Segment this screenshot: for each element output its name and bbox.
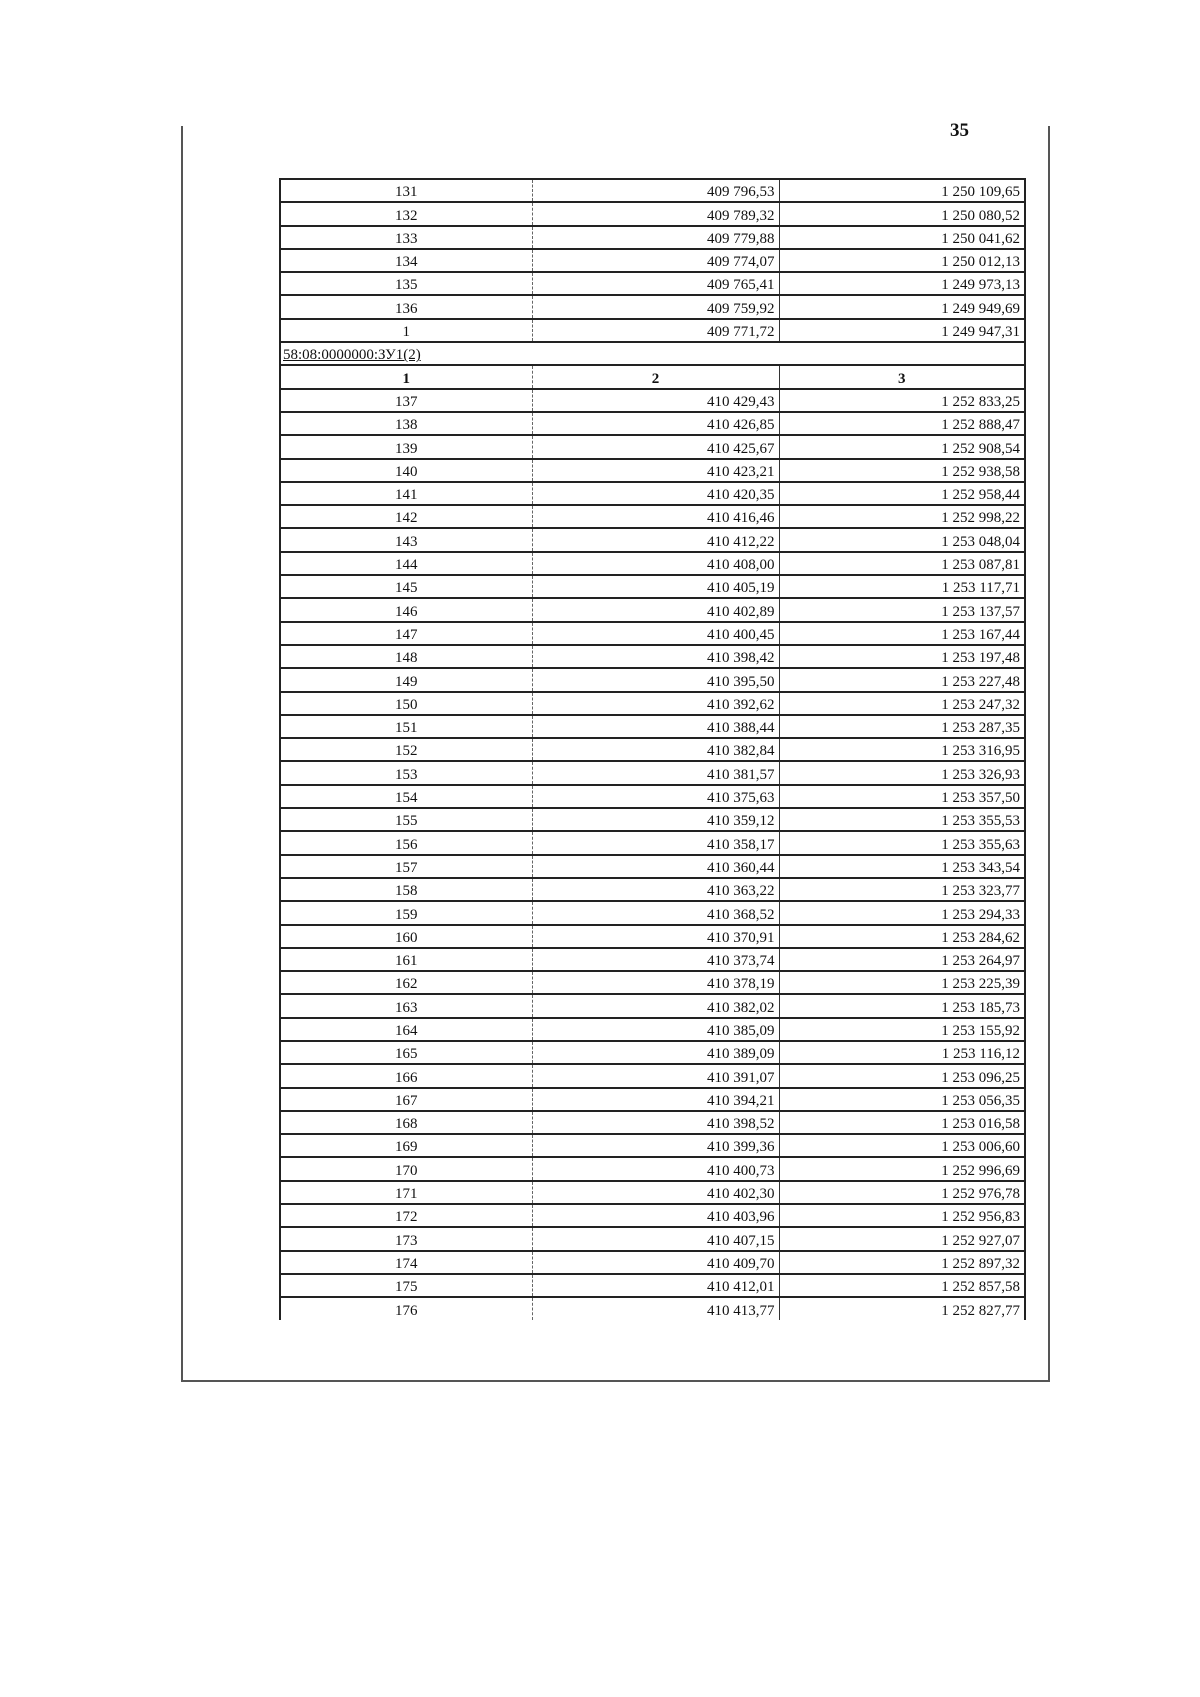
table-row xyxy=(280,179,1025,202)
y-coordinate-cell: 1 253 006,60 xyxy=(779,1134,1025,1157)
table-row xyxy=(280,389,1025,412)
table-row xyxy=(280,1181,1025,1204)
point-number-cell: 165 xyxy=(280,1041,532,1064)
point-number-cell: 145 xyxy=(280,575,532,598)
point-number-cell: 142 xyxy=(280,505,532,528)
point-number-cell: 176 xyxy=(280,1297,532,1319)
x-coordinate-cell: 410 403,96 xyxy=(532,1204,779,1227)
x-coordinate-cell: 409 765,41 xyxy=(532,272,779,295)
y-coordinate-cell: 1 252 976,78 xyxy=(779,1181,1025,1204)
point-number-cell: 153 xyxy=(280,761,532,784)
point-number-cell: 141 xyxy=(280,482,532,505)
y-coordinate-cell: 1 253 357,50 xyxy=(779,785,1025,808)
y-coordinate-cell: 1 253 116,12 xyxy=(779,1041,1025,1064)
point-number-cell: 138 xyxy=(280,412,532,435)
point-number-cell: 173 xyxy=(280,1227,532,1250)
y-coordinate-cell: 1 253 294,33 xyxy=(779,901,1025,924)
x-coordinate-cell: 409 759,92 xyxy=(532,295,779,318)
coordinates-table xyxy=(279,178,1026,1320)
x-coordinate-cell: 410 391,07 xyxy=(532,1064,779,1087)
point-number-cell: 139 xyxy=(280,435,532,458)
point-number-cell: 175 xyxy=(280,1274,532,1297)
table-row xyxy=(280,668,1025,691)
x-coordinate-cell: 410 426,85 xyxy=(532,412,779,435)
point-number-cell: 164 xyxy=(280,1018,532,1041)
table-row xyxy=(280,925,1025,948)
x-coordinate-cell: 410 407,15 xyxy=(532,1227,779,1250)
coordinates-table-body xyxy=(280,179,1025,1320)
x-coordinate-cell: 410 423,21 xyxy=(532,459,779,482)
y-coordinate-cell: 1 253 185,73 xyxy=(779,994,1025,1017)
table-row xyxy=(280,645,1025,668)
x-coordinate-cell: 410 389,09 xyxy=(532,1041,779,1064)
point-number-cell: 166 xyxy=(280,1064,532,1087)
y-coordinate-cell: 1 252 897,32 xyxy=(779,1251,1025,1274)
y-coordinate-cell: 1 252 827,77 xyxy=(779,1297,1025,1319)
x-coordinate-cell: 410 429,43 xyxy=(532,389,779,412)
table-row xyxy=(280,622,1025,645)
point-number-cell: 149 xyxy=(280,668,532,691)
point-number-cell: 154 xyxy=(280,785,532,808)
table-row xyxy=(280,1134,1025,1157)
x-coordinate-cell: 410 399,36 xyxy=(532,1134,779,1157)
y-coordinate-cell: 1 252 857,58 xyxy=(779,1274,1025,1297)
x-coordinate-cell: 409 796,53 xyxy=(532,179,779,202)
page-number: 35 xyxy=(950,120,969,141)
table-row xyxy=(280,1204,1025,1227)
x-coordinate-cell: 410 420,35 xyxy=(532,482,779,505)
point-number-cell: 155 xyxy=(280,808,532,831)
table-row xyxy=(280,901,1025,924)
point-number-cell: 159 xyxy=(280,901,532,924)
table-row xyxy=(280,1274,1025,1297)
table-row xyxy=(280,808,1025,831)
y-coordinate-cell: 1 250 109,65 xyxy=(779,179,1025,202)
x-coordinate-cell: 410 370,91 xyxy=(532,925,779,948)
x-coordinate-cell: 410 398,52 xyxy=(532,1111,779,1134)
y-coordinate-cell: 1 252 996,69 xyxy=(779,1157,1025,1180)
x-coordinate-cell: 410 368,52 xyxy=(532,901,779,924)
y-coordinate-cell: 1 253 284,62 xyxy=(779,925,1025,948)
point-number-cell: 148 xyxy=(280,645,532,668)
x-coordinate-cell: 410 409,70 xyxy=(532,1251,779,1274)
table-row xyxy=(280,272,1025,295)
column-header-y: 3 xyxy=(779,365,1025,388)
y-coordinate-cell: 1 250 041,62 xyxy=(779,226,1025,249)
y-coordinate-cell: 1 253 225,39 xyxy=(779,971,1025,994)
point-number-cell: 151 xyxy=(280,715,532,738)
point-number-cell: 160 xyxy=(280,925,532,948)
x-coordinate-cell: 410 402,30 xyxy=(532,1181,779,1204)
y-coordinate-cell: 1 253 323,77 xyxy=(779,878,1025,901)
table-row xyxy=(280,971,1025,994)
x-coordinate-cell: 410 378,19 xyxy=(532,971,779,994)
y-coordinate-cell: 1 253 137,57 xyxy=(779,598,1025,621)
x-coordinate-cell: 410 358,17 xyxy=(532,831,779,854)
y-coordinate-cell: 1 253 056,35 xyxy=(779,1088,1025,1111)
y-coordinate-cell: 1 249 949,69 xyxy=(779,295,1025,318)
point-number-cell: 167 xyxy=(280,1088,532,1111)
y-coordinate-cell: 1 253 087,81 xyxy=(779,552,1025,575)
table-row xyxy=(280,855,1025,878)
x-coordinate-cell: 409 779,88 xyxy=(532,226,779,249)
point-number-cell: 157 xyxy=(280,855,532,878)
point-number-cell: 135 xyxy=(280,272,532,295)
point-number-cell: 171 xyxy=(280,1181,532,1204)
table-row xyxy=(280,319,1025,342)
table-row xyxy=(280,226,1025,249)
x-coordinate-cell: 410 412,01 xyxy=(532,1274,779,1297)
x-coordinate-cell: 410 359,12 xyxy=(532,808,779,831)
point-number-cell: 158 xyxy=(280,878,532,901)
point-number-cell: 143 xyxy=(280,528,532,551)
point-number-cell: 168 xyxy=(280,1111,532,1134)
point-number-cell: 172 xyxy=(280,1204,532,1227)
x-coordinate-cell: 409 771,72 xyxy=(532,319,779,342)
x-coordinate-cell: 410 360,44 xyxy=(532,855,779,878)
y-coordinate-cell: 1 253 264,97 xyxy=(779,948,1025,971)
x-coordinate-cell: 410 400,45 xyxy=(532,622,779,645)
table-row xyxy=(280,692,1025,715)
x-coordinate-cell: 410 375,63 xyxy=(532,785,779,808)
point-number-cell: 133 xyxy=(280,226,532,249)
y-coordinate-cell: 1 253 167,44 xyxy=(779,622,1025,645)
x-coordinate-cell: 410 412,22 xyxy=(532,528,779,551)
section-title-cell xyxy=(280,342,1025,365)
point-number-cell: 156 xyxy=(280,831,532,854)
point-number-cell: 137 xyxy=(280,389,532,412)
y-coordinate-cell: 1 253 247,32 xyxy=(779,692,1025,715)
point-number-cell: 162 xyxy=(280,971,532,994)
x-coordinate-cell: 410 392,62 xyxy=(532,692,779,715)
y-coordinate-cell: 1 253 227,48 xyxy=(779,668,1025,691)
x-coordinate-cell: 410 385,09 xyxy=(532,1018,779,1041)
table-row xyxy=(280,1041,1025,1064)
x-coordinate-cell: 410 408,00 xyxy=(532,552,779,575)
point-number-cell: 146 xyxy=(280,598,532,621)
y-coordinate-cell: 1 253 096,25 xyxy=(779,1064,1025,1087)
x-coordinate-cell: 409 774,07 xyxy=(532,249,779,272)
y-coordinate-cell: 1 252 956,83 xyxy=(779,1204,1025,1227)
table-row xyxy=(280,482,1025,505)
x-coordinate-cell: 410 413,77 xyxy=(532,1297,779,1319)
point-number-cell: 134 xyxy=(280,249,532,272)
section-title: 58:08:0000000:ЗУ1(2) xyxy=(283,347,421,364)
table-row xyxy=(280,412,1025,435)
point-number-cell: 136 xyxy=(280,295,532,318)
table-row xyxy=(280,761,1025,784)
x-coordinate-cell: 410 381,57 xyxy=(532,761,779,784)
x-coordinate-cell: 410 373,74 xyxy=(532,948,779,971)
y-coordinate-cell: 1 252 958,44 xyxy=(779,482,1025,505)
table-row xyxy=(280,528,1025,551)
table-row xyxy=(280,785,1025,808)
x-coordinate-cell: 410 388,44 xyxy=(532,715,779,738)
y-coordinate-cell: 1 252 927,07 xyxy=(779,1227,1025,1250)
point-number-cell: 144 xyxy=(280,552,532,575)
table-row xyxy=(280,598,1025,621)
point-number-cell: 140 xyxy=(280,459,532,482)
x-coordinate-cell: 410 400,73 xyxy=(532,1157,779,1180)
table-row xyxy=(280,1018,1025,1041)
x-coordinate-cell: 410 394,21 xyxy=(532,1088,779,1111)
table-row xyxy=(280,878,1025,901)
y-coordinate-cell: 1 252 938,58 xyxy=(779,459,1025,482)
table-row xyxy=(280,435,1025,458)
y-coordinate-cell: 1 252 908,54 xyxy=(779,435,1025,458)
y-coordinate-cell: 1 249 973,13 xyxy=(779,272,1025,295)
point-number-cell: 131 xyxy=(280,179,532,202)
table-row xyxy=(280,948,1025,971)
y-coordinate-cell: 1 249 947,31 xyxy=(779,319,1025,342)
y-coordinate-cell: 1 252 888,47 xyxy=(779,412,1025,435)
x-coordinate-cell: 410 363,22 xyxy=(532,878,779,901)
table-row xyxy=(280,459,1025,482)
table-row xyxy=(280,738,1025,761)
point-number-cell: 1 xyxy=(280,319,532,342)
table-row xyxy=(280,1111,1025,1134)
x-coordinate-cell: 410 416,46 xyxy=(532,505,779,528)
y-coordinate-cell: 1 253 355,53 xyxy=(779,808,1025,831)
x-coordinate-cell: 410 382,84 xyxy=(532,738,779,761)
point-number-cell: 169 xyxy=(280,1134,532,1157)
point-number-cell: 152 xyxy=(280,738,532,761)
y-coordinate-cell: 1 253 343,54 xyxy=(779,855,1025,878)
table-row xyxy=(280,1227,1025,1250)
y-coordinate-cell: 1 253 048,04 xyxy=(779,528,1025,551)
table-row xyxy=(280,1088,1025,1111)
table-row xyxy=(280,831,1025,854)
x-coordinate-cell: 410 382,02 xyxy=(532,994,779,1017)
table-row xyxy=(280,552,1025,575)
table-row xyxy=(280,994,1025,1017)
x-coordinate-cell: 410 395,50 xyxy=(532,668,779,691)
x-coordinate-cell: 409 789,32 xyxy=(532,202,779,225)
y-coordinate-cell: 1 253 355,63 xyxy=(779,831,1025,854)
point-number-cell: 132 xyxy=(280,202,532,225)
column-header-row xyxy=(280,365,1025,388)
point-number-cell: 163 xyxy=(280,994,532,1017)
y-coordinate-cell: 1 253 117,71 xyxy=(779,575,1025,598)
section-title-row xyxy=(280,342,1025,365)
table-row xyxy=(280,295,1025,318)
y-coordinate-cell: 1 253 287,35 xyxy=(779,715,1025,738)
point-number-cell: 161 xyxy=(280,948,532,971)
x-coordinate-cell: 410 402,89 xyxy=(532,598,779,621)
y-coordinate-cell: 1 253 155,92 xyxy=(779,1018,1025,1041)
x-coordinate-cell: 410 405,19 xyxy=(532,575,779,598)
column-header-x: 2 xyxy=(532,365,779,388)
point-number-cell: 150 xyxy=(280,692,532,715)
point-number-cell: 147 xyxy=(280,622,532,645)
table-row xyxy=(280,1251,1025,1274)
y-coordinate-cell: 1 250 080,52 xyxy=(779,202,1025,225)
point-number-cell: 174 xyxy=(280,1251,532,1274)
table-row xyxy=(280,575,1025,598)
x-coordinate-cell: 410 425,67 xyxy=(532,435,779,458)
column-header-point: 1 xyxy=(280,365,532,388)
point-number-cell: 170 xyxy=(280,1157,532,1180)
table-row xyxy=(280,715,1025,738)
table-row xyxy=(280,1297,1025,1319)
y-coordinate-cell: 1 252 833,25 xyxy=(779,389,1025,412)
table-row xyxy=(280,1064,1025,1087)
table-row xyxy=(280,249,1025,272)
y-coordinate-cell: 1 253 197,48 xyxy=(779,645,1025,668)
table-row xyxy=(280,505,1025,528)
table-row xyxy=(280,1157,1025,1180)
y-coordinate-cell: 1 253 016,58 xyxy=(779,1111,1025,1134)
y-coordinate-cell: 1 253 316,95 xyxy=(779,738,1025,761)
y-coordinate-cell: 1 253 326,93 xyxy=(779,761,1025,784)
y-coordinate-cell: 1 250 012,13 xyxy=(779,249,1025,272)
table-row xyxy=(280,202,1025,225)
x-coordinate-cell: 410 398,42 xyxy=(532,645,779,668)
y-coordinate-cell: 1 252 998,22 xyxy=(779,505,1025,528)
